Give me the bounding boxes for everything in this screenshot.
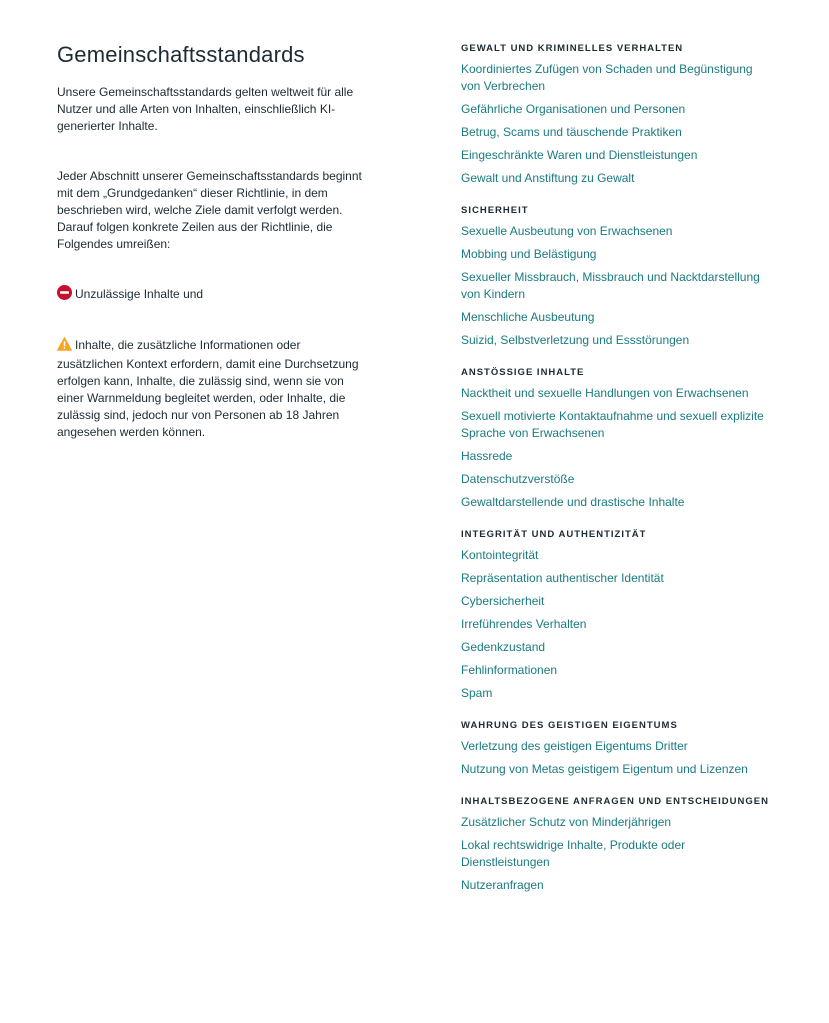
link-list	[461, 814, 773, 894]
link-list	[461, 61, 773, 187]
policy-link[interactable]: Eingeschränkte Waren und Dienstleistungen	[461, 148, 698, 162]
policy-link[interactable]: Menschliche Ausbeutung	[461, 310, 595, 324]
policy-link[interactable]: Betrug, Scams und täuschende Praktiken	[461, 125, 682, 139]
section-heading: SICHERHEIT	[461, 205, 529, 216]
policy-link[interactable]: Spam	[461, 686, 493, 700]
section-safety	[461, 204, 773, 349]
policy-link[interactable]: Mobbing und Belästigung	[461, 247, 597, 261]
section-heading: GEWALT UND KRIMINELLES VERHALTEN	[461, 43, 684, 54]
forbidden-content-line	[57, 285, 362, 305]
policy-link[interactable]: Repräsentation authentischer Identität	[461, 571, 664, 585]
policy-link[interactable]: Gewalt und Anstiftung zu Gewalt	[461, 171, 635, 185]
policy-link[interactable]: Suizid, Selbstverletzung und Essstörungen	[461, 333, 690, 347]
policy-link[interactable]: Verletzung des geistigen Eigentums Dritter	[461, 739, 688, 753]
policy-link[interactable]: Irreführendes Verhalten	[461, 617, 587, 631]
section-heading: INTEGRITÄT UND AUTHENTIZITÄT	[461, 529, 647, 540]
warning-content-line	[57, 337, 362, 441]
link-list	[461, 385, 773, 511]
section-violence-criminal	[461, 42, 773, 187]
policy-link[interactable]: Cybersicherheit	[461, 594, 545, 608]
section-heading: WAHRUNG DES GEISTIGEN EIGENTUMS	[461, 720, 678, 731]
policy-link[interactable]: Gewaltdarstellende und drastische Inhalte	[461, 495, 685, 509]
page-title: Gemeinschaftsstandards	[57, 42, 305, 67]
policy-link[interactable]: Zusätzlicher Schutz von Minderjährigen	[461, 815, 672, 829]
link-list	[461, 738, 773, 778]
section-heading: ANSTÖSSIGE INHALTE	[461, 367, 585, 378]
section-objectionable-content	[461, 366, 773, 511]
policy-link[interactable]: Gedenkzustand	[461, 640, 546, 654]
policy-link[interactable]: Koordiniertes Zufügen von Schaden und Begünstigung von Verbrechen	[461, 62, 753, 93]
link-list	[461, 547, 773, 702]
policy-link[interactable]: Nutzeranfragen	[461, 878, 544, 892]
policy-link[interactable]: Gefährliche Organisationen und Personen	[461, 102, 686, 116]
policy-link[interactable]: Datenschutzverstöße	[461, 472, 575, 486]
policy-link[interactable]: Sexuelle Ausbeutung von Erwachsenen	[461, 224, 673, 238]
policy-link[interactable]: Lokal rechtswidrige Inhalte, Produkte oder Dienstleistungen	[461, 838, 686, 869]
intro-paragraph: Unsere Gemeinschaftsstandards gelten weltweit für alle Nutzer und alle Arten von Inhalten, einschließlich KI-generierter Inhalte.	[57, 85, 354, 133]
policy-link[interactable]: Hassrede	[461, 449, 513, 463]
policy-link[interactable]: Sexueller Missbrauch, Missbrauch und Nacktdarstellung von Kindern	[461, 270, 760, 301]
section-content-requests	[461, 795, 773, 894]
policy-link[interactable]: Kontointegrität	[461, 548, 539, 562]
no-entry-icon	[57, 285, 72, 305]
warning-content-text: Inhalte, die zusätzliche Informationen oder zusätzlichen Kontext erfordern, damit eine Durchsetzung erfolgen kann, Inhalte, die zulässig sind, wenn sie von einer Warnmeldung begleitet werden, oder Inhalte, die zulässig sind, jedoch nur von Personen ab 18 Jahren angesehen werden können.	[57, 338, 359, 439]
intro-column	[57, 40, 362, 441]
structure-paragraph: Jeder Abschnitt unserer Gemeinschaftsstandards beginnt mit dem „Grundgedanken“ dieser Richtlinie, in dem beschrieben wird, welche Ziele damit verfolgt werden. Darauf folgen konkrete Zeilen aus der Richtlinie, die Folgendes umreißen:	[57, 169, 362, 251]
policy-link[interactable]: Sexuell motivierte Kontaktaufnahme und sexuell explizite Sprache von Erwachsenen	[461, 409, 764, 440]
section-heading: INHALTSBEZOGENE ANFRAGEN UND ENTSCHEIDUNGEN	[461, 796, 769, 807]
policy-link[interactable]: Nutzung von Metas geistigem Eigentum und Lizenzen	[461, 762, 748, 776]
policy-link[interactable]: Fehlinformationen	[461, 663, 558, 677]
warning-icon	[57, 337, 72, 356]
policy-navigation	[461, 42, 773, 911]
forbidden-content-text: Unzulässige Inhalte und	[75, 287, 204, 301]
section-intellectual-property	[461, 719, 773, 778]
policy-link[interactable]: Nacktheit und sexuelle Handlungen von Erwachsenen	[461, 386, 749, 400]
section-integrity-authenticity	[461, 528, 773, 702]
link-list	[461, 223, 773, 349]
